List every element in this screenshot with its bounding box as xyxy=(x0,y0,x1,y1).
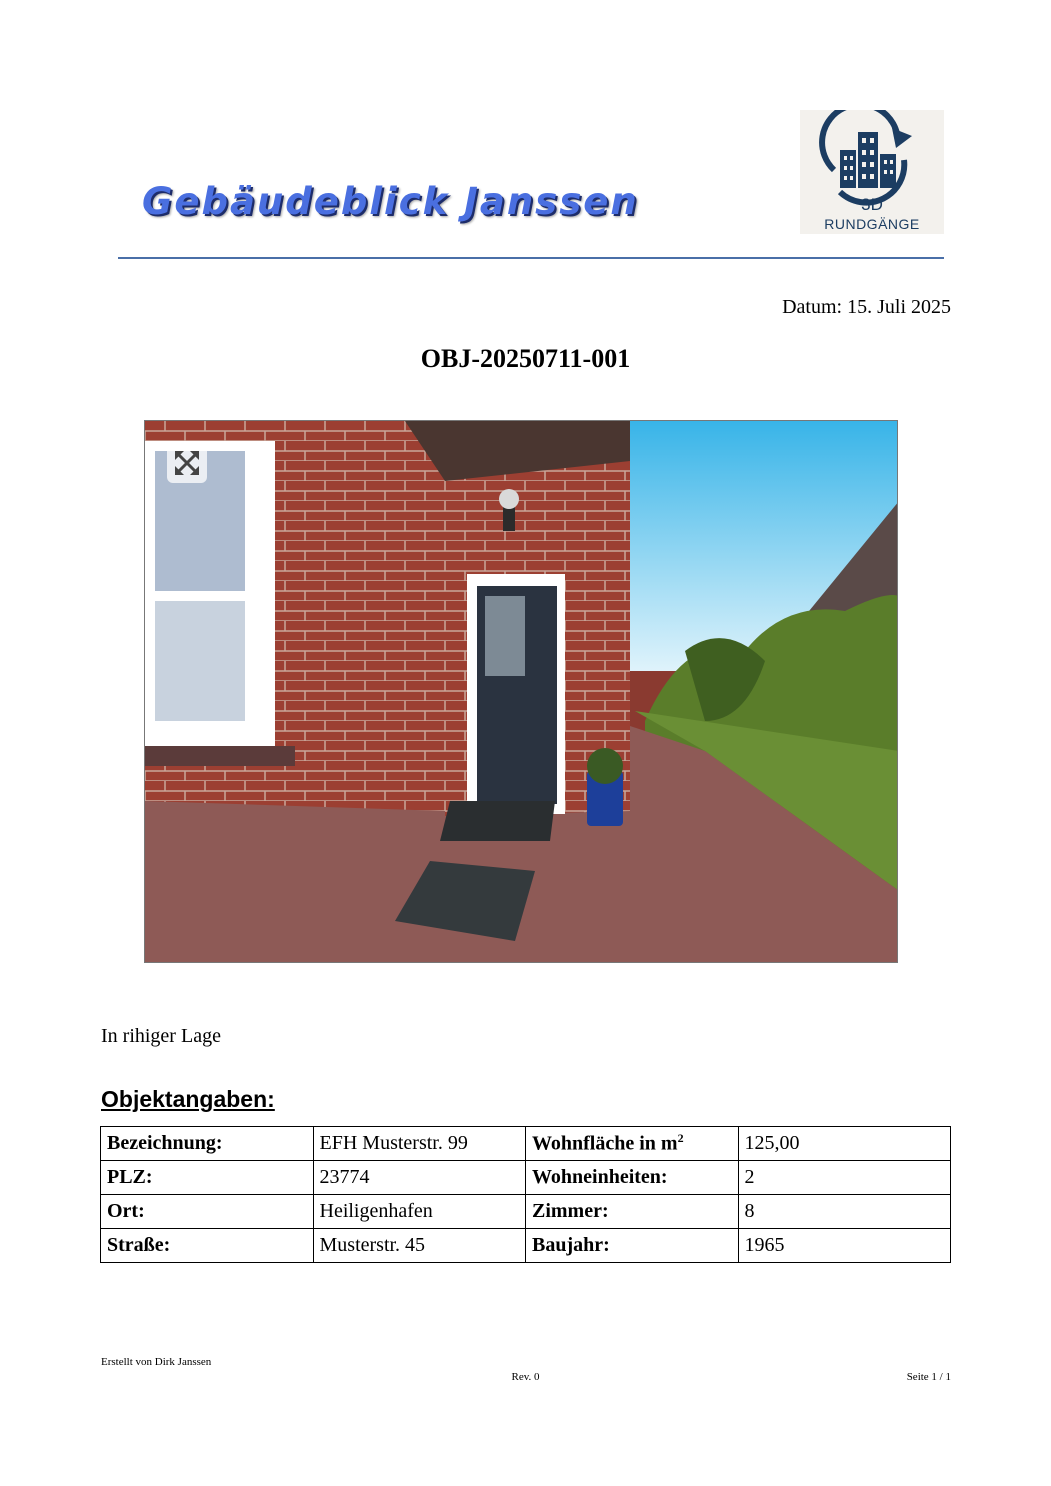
table-value: 125,00 xyxy=(738,1127,951,1161)
fullscreen-button[interactable] xyxy=(167,443,207,483)
property-details-table xyxy=(100,1126,951,1263)
photo-illustration xyxy=(145,421,898,963)
footer-created-by: Erstellt von Dirk Janssen xyxy=(101,1356,212,1368)
logo-text-rundgaenge: RUNDGÄNGE xyxy=(824,216,920,232)
table-value: 8 xyxy=(738,1195,951,1229)
table-value: 23774 xyxy=(313,1161,526,1195)
photo-caption: In rihiger Lage xyxy=(101,1025,221,1047)
table-row xyxy=(101,1229,951,1263)
table-label: PLZ: xyxy=(101,1161,314,1195)
table-value: EFH Musterstr. 99 xyxy=(313,1127,526,1161)
logo-graphic xyxy=(800,110,944,234)
footer-page-number: Seite 1 / 1 xyxy=(906,1371,951,1383)
property-photo[interactable] xyxy=(144,420,898,963)
table-value: Musterstr. 45 xyxy=(313,1229,526,1263)
section-heading-objektangaben: Objektangaben: xyxy=(101,1086,275,1112)
brand-title: Gebäudeblick Janssen xyxy=(142,180,639,223)
table-value: 2 xyxy=(738,1161,951,1195)
table-row xyxy=(101,1127,951,1161)
table-label: Zimmer: xyxy=(526,1195,739,1229)
table-row xyxy=(101,1161,951,1195)
table-value: Heiligenhafen xyxy=(313,1195,526,1229)
expand-icon xyxy=(172,448,202,478)
header-divider xyxy=(118,257,944,259)
table-label: Ort: xyxy=(101,1195,314,1229)
company-logo xyxy=(800,110,944,234)
document-date: Datum: 15. Juli 2025 xyxy=(782,296,951,318)
table-row xyxy=(101,1195,951,1229)
object-id-title: OBJ-20250711-001 xyxy=(420,344,631,373)
superscript: 2 xyxy=(677,1131,684,1146)
table-label: Bezeichnung: xyxy=(101,1127,314,1161)
logo-text-3d: 3D xyxy=(861,195,883,214)
table-label: Wohneinheiten: xyxy=(526,1161,739,1195)
table-label: Baujahr: xyxy=(526,1229,739,1263)
table-label: Straße: xyxy=(101,1229,314,1263)
table-label-text: Wohnfläche in m xyxy=(532,1132,678,1155)
table-value: 1965 xyxy=(738,1229,951,1263)
footer-revision: Rev. 0 xyxy=(511,1371,540,1383)
table-label xyxy=(526,1127,739,1161)
